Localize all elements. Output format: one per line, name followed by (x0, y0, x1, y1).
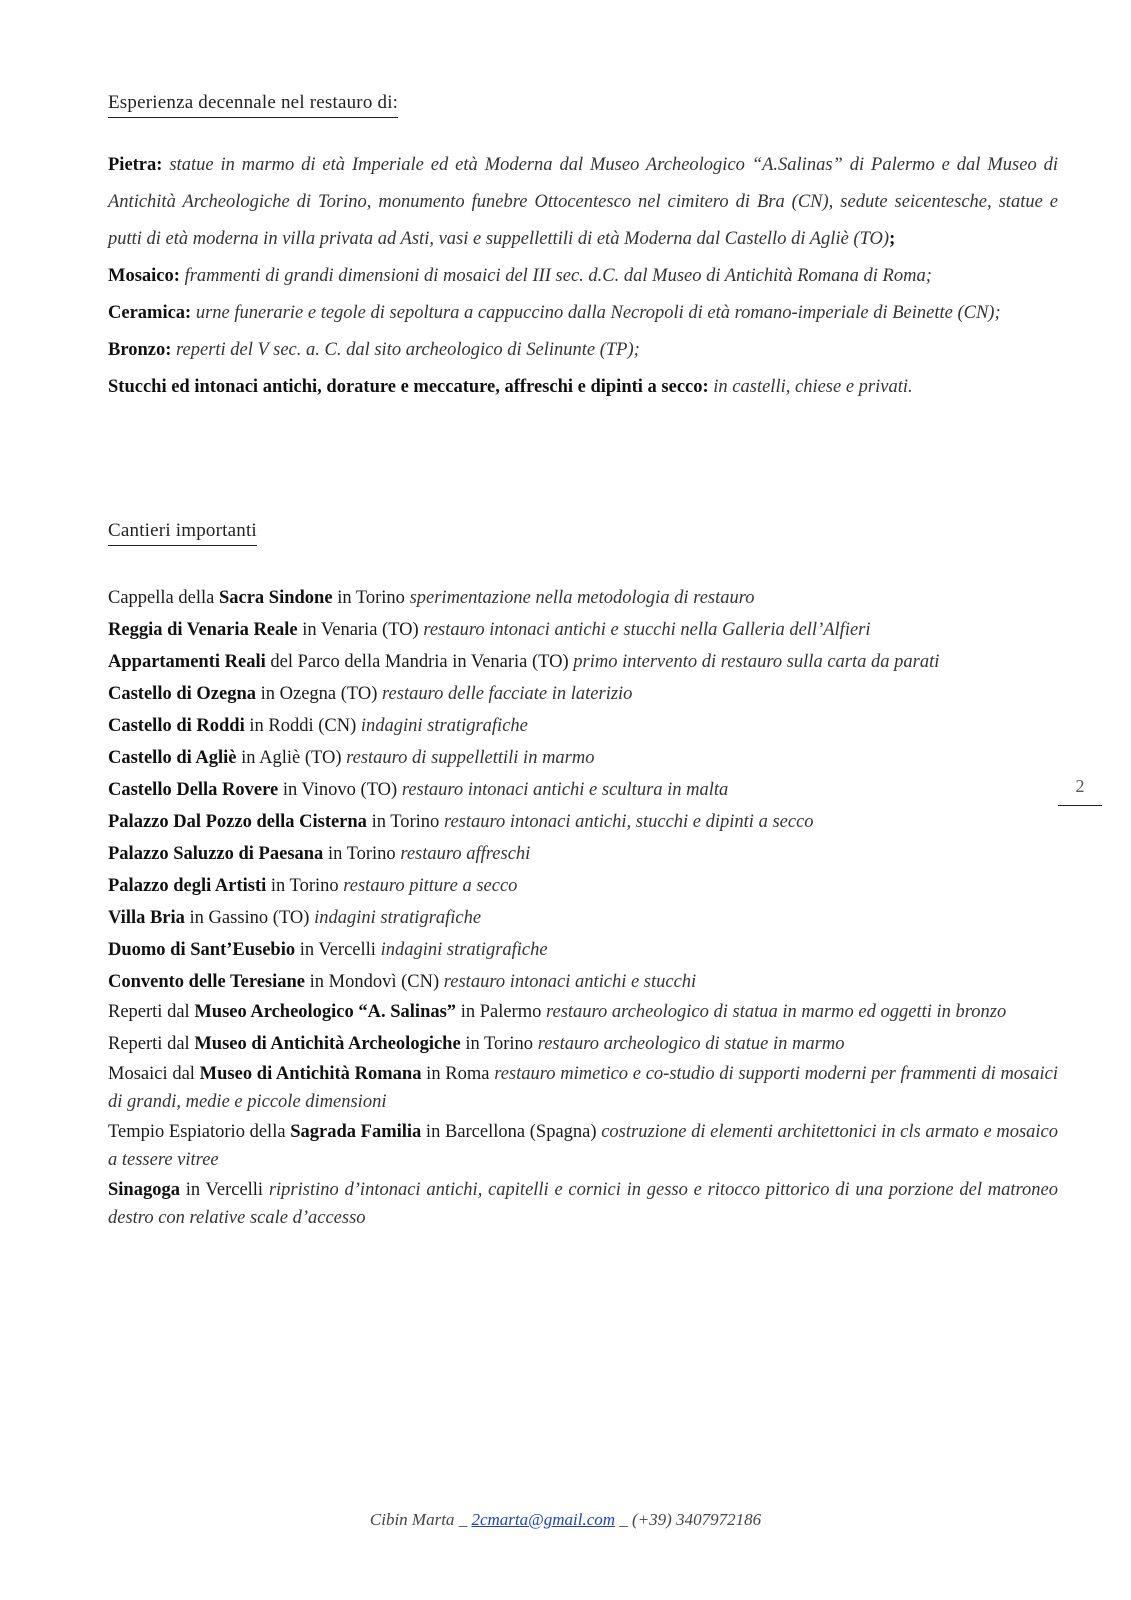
site-item (108, 614, 1058, 646)
site-work: restauro pitture a secco (343, 876, 518, 896)
site-work: restauro intonaci antichi e scultura in malta (401, 780, 729, 800)
sites-list (108, 582, 1058, 1234)
site-work: indagini stratigrafiche (380, 940, 548, 960)
site-location: in Torino (366, 812, 444, 832)
site-work: primo intervento di restauro sulla carta da parati (573, 652, 940, 672)
site-item (108, 998, 1058, 1026)
site-item (108, 870, 1058, 902)
experience-item (108, 258, 1058, 295)
site-item (108, 1060, 1058, 1116)
site-work: restauro di suppellettili in marmo (346, 748, 595, 768)
sites-heading: Cantieri importanti (108, 520, 257, 546)
experience-text: in castelli, chiese e privati. (708, 377, 913, 397)
site-work: indagini stratigrafiche (314, 908, 482, 928)
site-work: ripristino d’intonaci antichi, capitelli e cornici in gesso e ritocco pittorico di una porzione del matroneo destro con relative scale d’accesso (108, 1180, 1058, 1228)
site-location: in Torino (323, 844, 401, 864)
site-item (108, 646, 1058, 678)
site-item (108, 1028, 1058, 1060)
experience-item (108, 295, 1058, 332)
site-prefix: Cappella della (108, 588, 219, 608)
site-location: in Vercelli (295, 940, 381, 960)
site-location: in Mondovì (CN) (305, 972, 444, 992)
experience-label: Pietra: (108, 155, 163, 175)
experience-item (108, 147, 1058, 258)
footer-name: Cibin Marta (369, 1510, 455, 1529)
site-prefix: Mosaici dal (108, 1064, 200, 1084)
experience-text: reperti del V sec. a. C. dal sito archeologico di Selinunte (TP); (171, 340, 640, 360)
site-item (108, 934, 1058, 966)
experience-label: Stucchi ed intonaci antichi, dorature e meccature, affreschi e dipinti a secco: (108, 377, 709, 397)
site-work: restauro affreschi (400, 844, 531, 864)
site-item (108, 1118, 1058, 1174)
site-work: restauro intonaci antichi e stucchi (443, 972, 697, 992)
experience-text: statue in marmo di età Imperiale ed età Moderna dal Museo Archeologico “A.Salinas” di Palermo e dal Museo di Antichità Archeologiche di Torino, monumento funebre Ottocentesco nel cimitero di Bra (CN), sedute seicentesche, statue e putti di età moderna in villa privata ad Asti, vasi e suppellettili di età Moderna dal Castello di Agliè (TO) (108, 155, 1058, 249)
site-work: restauro archeologico di statua in marmo ed oggetti in bronzo (545, 1002, 1007, 1022)
site-prefix: Tempio Espiatorio della (108, 1122, 291, 1142)
experience-item (108, 369, 1058, 406)
experience-text: frammenti di grandi dimensioni di mosaici del III sec. d.C. dal Museo di Antichità Romana di Roma; (179, 266, 932, 286)
page-footer (0, 1510, 1131, 1530)
site-location: in Torino (266, 876, 344, 896)
experience-label: Bronzo: (108, 340, 172, 360)
footer-separator: _ (454, 1510, 472, 1529)
page-number: 2 (1058, 776, 1102, 806)
site-location: in Roddi (CN) (244, 716, 361, 736)
site-item (108, 1176, 1058, 1232)
site-item (108, 710, 1058, 742)
site-location: in Venaria (TO) (297, 620, 424, 640)
experience-tail: ; (889, 229, 896, 249)
site-item (108, 582, 1058, 614)
site-name: Museo di Antichità Archeologiche (194, 1034, 461, 1054)
site-item (108, 838, 1058, 870)
site-name: Castello di Ozegna (108, 684, 256, 704)
footer-separator: _ (615, 1510, 633, 1529)
site-location: in Barcellona (Spagna) (421, 1122, 602, 1142)
site-name: Convento delle Teresiane (108, 972, 305, 992)
site-name: Reggia di Venaria Reale (108, 620, 298, 640)
site-location: in Vercelli (179, 1180, 269, 1200)
site-location: in Agliè (TO) (236, 748, 347, 768)
site-name: Villa Bria (108, 908, 185, 928)
site-location: in Ozegna (TO) (256, 684, 383, 704)
experience-label: Ceramica: (108, 303, 192, 323)
site-work: restauro intonaci antichi e stucchi nella Galleria dell’Alfieri (423, 620, 871, 640)
site-name: Palazzo degli Artisti (108, 876, 267, 896)
site-prefix: Reperti dal (108, 1002, 195, 1022)
site-name: Palazzo Saluzzo di Paesana (108, 844, 324, 864)
site-name: Sacra Sindone (218, 588, 333, 608)
experience-text: urne funerarie e tegole di sepoltura a cappuccino dalla Necropoli di età romano-imperiale di Beinette (CN); (191, 303, 1001, 323)
site-location: in Palermo (456, 1002, 546, 1022)
site-location: in Vinovo (TO) (278, 780, 402, 800)
footer-email-link[interactable]: 2cmarta@gmail.com (471, 1510, 616, 1529)
site-item (108, 678, 1058, 710)
site-name: Museo di Antichità Romana (199, 1064, 422, 1084)
experience-label: Mosaico: (108, 266, 180, 286)
experience-heading: Esperienza decennale nel restauro di: (108, 92, 398, 118)
site-item (108, 806, 1058, 838)
site-item (108, 966, 1058, 998)
site-work: restauro intonaci antichi, stucchi e dipinti a secco (443, 812, 814, 832)
site-name: Sinagoga (108, 1180, 180, 1200)
site-name: Museo Archeologico “A. Salinas” (194, 1002, 457, 1022)
site-name: Appartamenti Reali (108, 652, 266, 672)
site-location: in Roma (421, 1064, 495, 1084)
site-work: restauro archeologico di statue in marmo (537, 1034, 845, 1054)
experience-list (108, 147, 1058, 406)
site-name: Duomo di Sant’Eusebio (108, 940, 296, 960)
site-work: restauro delle facciate in laterizio (382, 684, 633, 704)
experience-item (108, 332, 1058, 369)
site-work: sperimentazione nella metodologia di restauro (409, 588, 755, 608)
site-name: Palazzo Dal Pozzo della Cisterna (108, 812, 367, 832)
site-work: indagini stratigrafiche (360, 716, 528, 736)
site-item (108, 742, 1058, 774)
site-location: in Torino (332, 588, 410, 608)
site-name: Castello di Agliè (108, 748, 237, 768)
site-location: in Torino (460, 1034, 538, 1054)
site-location: in Gassino (TO) (184, 908, 315, 928)
site-item (108, 902, 1058, 934)
site-item (108, 774, 1058, 806)
site-name: Castello Della Rovere (108, 780, 279, 800)
site-work: restauro mimetico e co-studio di supporti moderni per frammenti di mosaici di grandi, medie e piccole dimensioni (108, 1064, 1058, 1112)
site-name: Castello di Roddi (108, 716, 245, 736)
site-location: del Parco della Mandria in Venaria (TO) (265, 652, 574, 672)
site-prefix: Reperti dal (108, 1034, 195, 1054)
footer-phone: (+39) 3407972186 (632, 1510, 762, 1529)
site-name: Sagrada Familia (290, 1122, 422, 1142)
site-work: costruzione di elementi architettonici in cls armato e mosaico a tessere vitree (108, 1122, 1058, 1170)
